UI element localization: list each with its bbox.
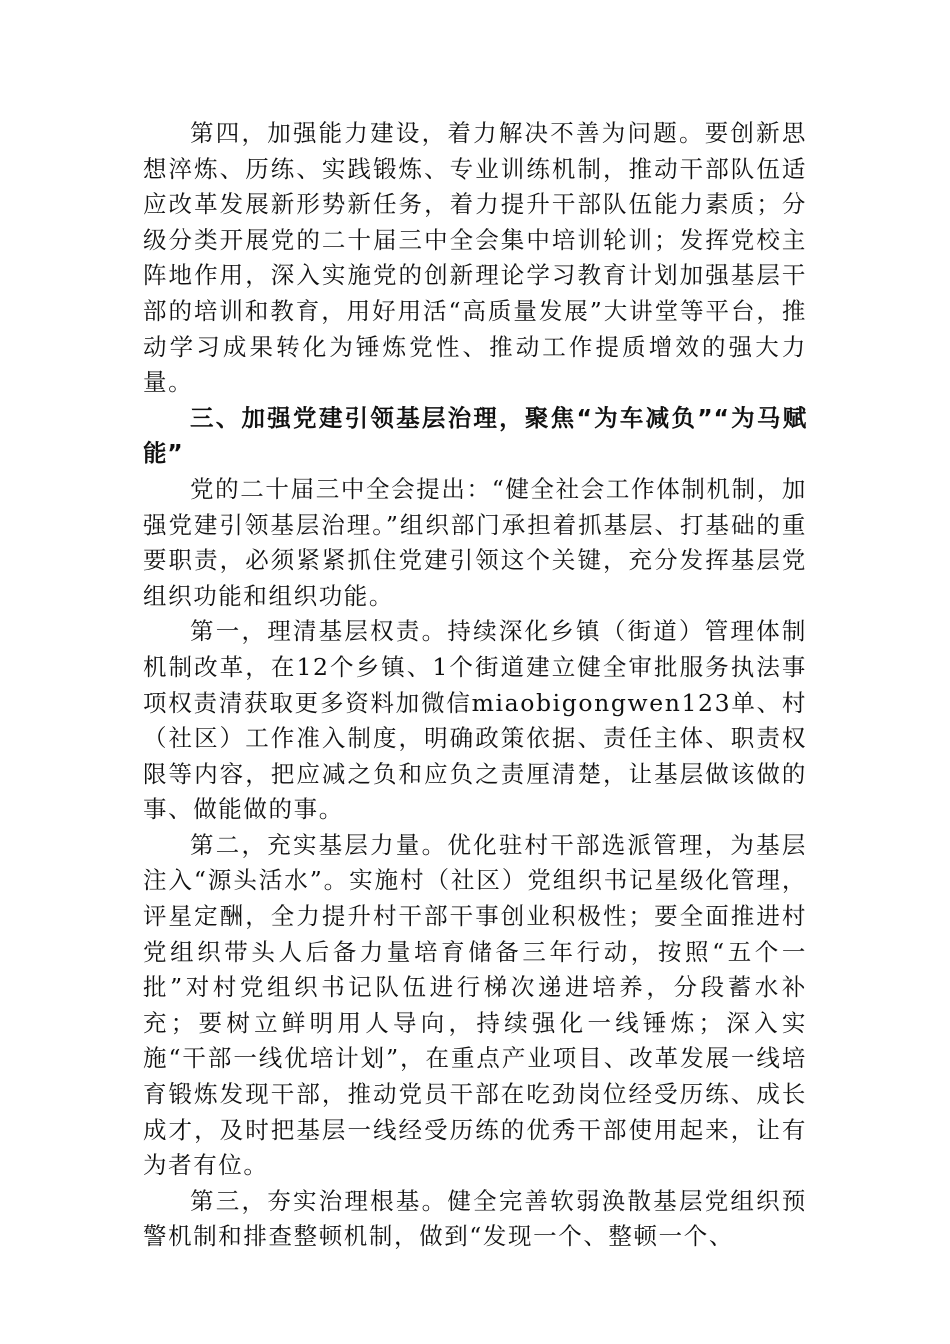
document-page [143, 116, 807, 1255]
paragraph-consolidate-governance: 第三，夯实治理根基。健全完善软弱涣散基层党组织预警机制和排查整顿机制，做到“发现一个、整顿一个、 [143, 1186, 807, 1251]
section-heading: 三、加强党建引领基层治理，聚焦“为车减负”“为马赋能” [143, 403, 807, 468]
paragraph-capacity-building: 第四，加强能力建设，着力解决不善为问题。要创新思想淬炼、历练、实践锻炼、专业训练机制，推动干部队伍适应改革发展新形势新任务，着力提升干部队伍能力素质；分级分类开展党的二十届三中全会集中培训轮训；发挥党校主阵地作用，深入实施党的创新理论学习教育计划加强基层干部的培训和教育，用好用活“高质量发展”大讲堂等平台，推动学习成果转化为锤炼党性、推动工作提质增效的强大力量。 [143, 119, 807, 397]
paragraph-plenum-statement: 党的二十届三中全会提出：“健全社会工作体制机制，加强党建引领基层治理。”组织部门承担着抓基层、打基础的重要职责，必须紧紧抓住党建引领这个关键，充分发挥基层党组织功能和组织功能。 [143, 474, 807, 610]
paragraph-clarify-responsibilities: 第一，理清基层权责。持续深化乡镇（街道）管理体制机制改革，在12个乡镇、1个街道建立健全审批服务执法事项权责清获取更多资料加微信miaobigongwen123单、村（社区）工作准入制度，明确政策依据、责任主体、职责权限等内容，把应减之负和应负之责厘清楚，让基层做该做的事、做能做的事。 [143, 617, 807, 824]
paragraph-strengthen-grassroots: 第二，充实基层力量。优化驻村干部选派管理，为基层注入“源头活水”。实施村（社区）党组织书记星级化管理，评星定酬，全力提升村干部干事创业积极性；要全面推进村党组织带头人后备力量培育储备三年行动，按照“五个一批”对村党组织书记队伍进行梯次递进培养，分段蓄水补充；要树立鲜明用人导向，持续强化一线锤炼；深入实施“干部一线优培计划”，在重点产业项目、改革发展一线培育锻炼发现干部，推动党员干部在吃劲岗位经受历练、成长成才，及时把基层一线经受历练的优秀干部使用起来，让有为者有位。 [143, 830, 807, 1180]
